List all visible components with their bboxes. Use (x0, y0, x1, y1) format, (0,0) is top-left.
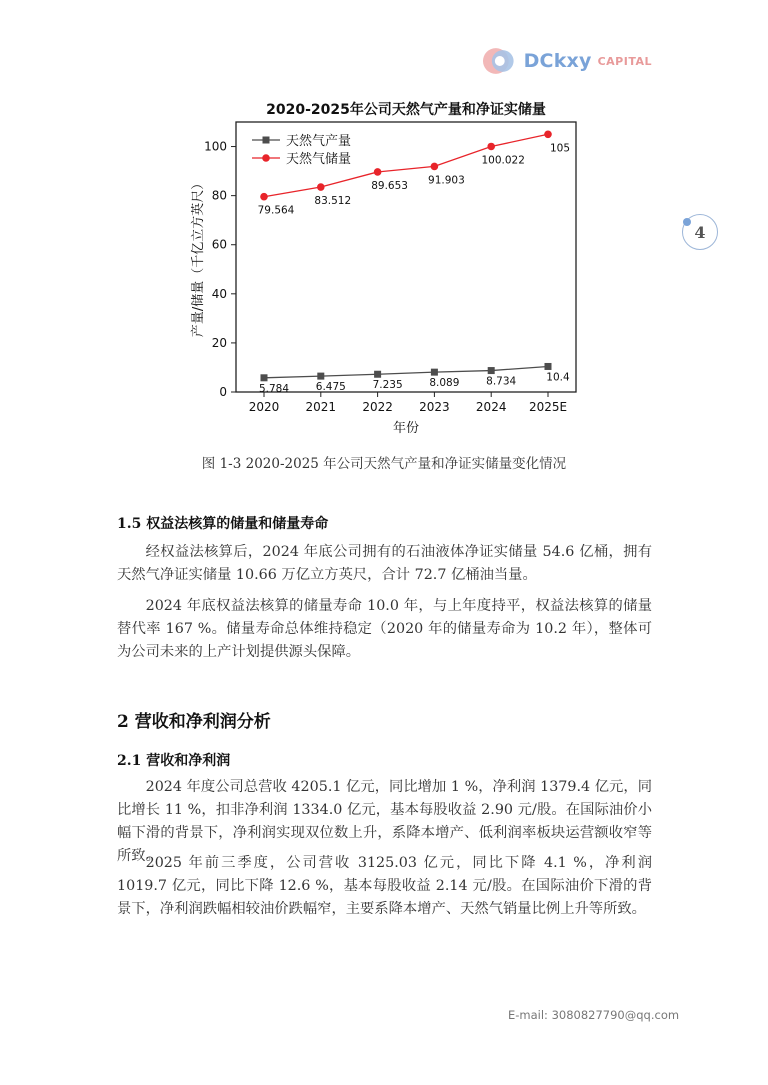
data-point (261, 374, 268, 381)
data-label: 8.734 (486, 375, 517, 388)
x-axis-label: 年份 (392, 421, 420, 436)
data-point (260, 193, 268, 201)
logo-name: DCkxy (523, 50, 592, 72)
data-point (488, 367, 495, 374)
data-point (317, 183, 325, 191)
data-point (545, 363, 552, 370)
x-tick-label: 2022 (362, 400, 393, 414)
y-axis-label: 产量/储量（千亿立方英尺） (191, 176, 206, 338)
x-tick-label: 2021 (305, 400, 337, 414)
section-2-1-paragraph-1: 2024 年度公司总营收 4205.1 亿元，同比增加 1 %，净利润 1379.4 亿元，同比增长 11 %，扣非净利润 1334.0 亿元，基本每股收益 2.90 元/股。在国际油价小幅下滑的背景下，净利润实现双位数上升，系降本增产、低利润率板块运营额收窄等所致。 (117, 779, 652, 864)
section-2-1-heading: 2.1 营收和净利润 (117, 753, 231, 769)
production-reserves-chart (180, 92, 600, 442)
x-tick-label: 2023 (419, 400, 450, 414)
section-2-heading: 2 营收和净利润分析 (117, 712, 271, 732)
footer-email: E-mail: 3080827790@qq.com (508, 1008, 680, 1022)
data-point (544, 130, 552, 138)
badge-dot-icon (683, 218, 691, 226)
section-1-5-paragraph-2: 2024 年底权益法核算的储量寿命 10.0 年，与上年度持平，权益法核算的储量替代率 167 %。储量寿命总体维持稳定（2020 年的储量寿命为 10.2 年），整体可为公司未来的上产计划提供源头保障。 (117, 598, 652, 660)
data-label: 10.4 (546, 371, 570, 384)
y-tick-label: 80 (211, 188, 227, 203)
legend-label: 天然气储量 (286, 152, 352, 167)
data-point (487, 143, 495, 151)
company-logo (482, 44, 652, 78)
data-label: 83.512 (314, 195, 352, 208)
data-label: 89.653 (371, 179, 408, 192)
x-tick-label: 2025E (528, 400, 568, 414)
legend-label: 天然气产量 (286, 134, 352, 149)
x-tick-label: 2024 (475, 400, 507, 414)
data-label: 7.235 (372, 379, 403, 392)
data-label: 79.564 (257, 204, 295, 217)
data-label: 91.903 (428, 174, 465, 187)
section-1-5-paragraph-1: 经权益法核算后，2024 年底公司拥有的石油液体净证实储量 54.6 亿桶，拥有天然气净证实储量 10.66 万亿立方英尺，合计 72.7 亿桶油当量。 (117, 544, 652, 583)
data-label: 8.089 (429, 377, 460, 390)
y-tick-label: 60 (211, 237, 227, 252)
section-1-5-heading: 1.5 权益法核算的储量和储量寿命 (117, 516, 329, 532)
data-point (317, 373, 324, 380)
y-tick-label: 20 (211, 335, 227, 350)
legend-marker (263, 137, 270, 144)
data-label: 100.022 (481, 154, 525, 167)
page-number: 4 (694, 222, 706, 242)
data-point (374, 168, 382, 176)
y-tick-label: 0 (219, 385, 227, 399)
legend-marker (262, 154, 270, 162)
y-tick-label: 100 (204, 139, 227, 154)
data-point (431, 369, 438, 376)
data-point (431, 163, 439, 171)
x-tick-label: 2020 (248, 400, 280, 414)
chart-title: 2020-2025年公司天然气产量和净证实储量 (266, 102, 546, 118)
logo-mark-icon (482, 44, 516, 78)
data-label: 5.784 (258, 382, 290, 395)
y-tick-label: 40 (211, 286, 227, 301)
figure-caption: 图 1-3 2020-2025 年公司天然气产量和净证实储量变化情况 (201, 456, 567, 472)
data-label: 6.475 (315, 381, 346, 394)
data-label: 105 (549, 142, 571, 155)
data-point (374, 371, 381, 378)
logo-subtitle: CAPITAL (597, 54, 652, 68)
section-2-1-paragraph-2: 2025 年前三季度，公司营收 3125.03 亿元，同比下降 4.1 %，净利润 1019.7 亿元，同比下降 12.6 %，基本每股收益 2.14 元/股。在国际油价下滑的背景下，净利润跌幅相较油价跌幅窄，主要系降本增产、天然气销量比例上升等所致。 (117, 855, 652, 917)
